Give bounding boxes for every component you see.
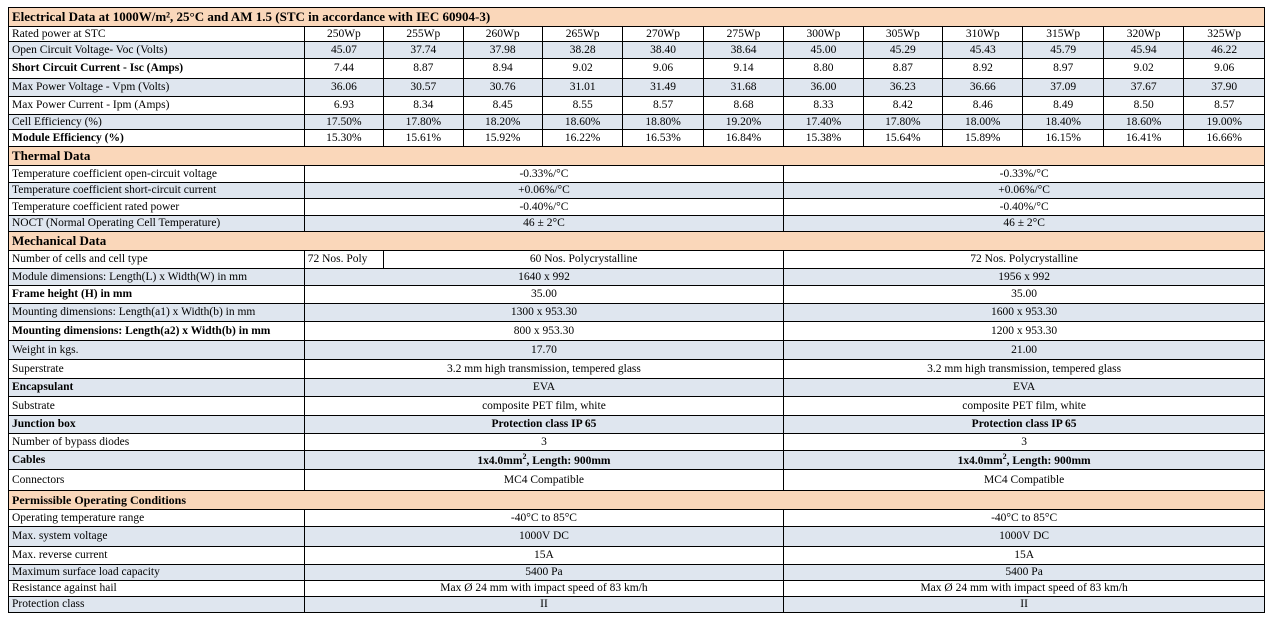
cell-value: 8.42 <box>863 97 942 115</box>
cell-value: 1300 x 953.30 <box>304 304 784 322</box>
table-row <box>9 59 1265 79</box>
table-row <box>9 416 1265 434</box>
row-label: Cell Efficiency (%) <box>9 115 305 130</box>
cell-value: -0.40%/°C <box>784 199 1265 216</box>
row-label: NOCT (Normal Operating Cell Temperature) <box>9 216 305 232</box>
cell-value: 3 <box>784 434 1265 451</box>
cell-value: composite PET film, white <box>304 397 784 416</box>
table-row <box>9 199 1265 216</box>
cell-value: 8.57 <box>1184 97 1265 115</box>
cell-value: 15.38% <box>784 130 863 147</box>
model-header: 260Wp <box>463 27 542 42</box>
cell-value: 17.70 <box>304 341 784 360</box>
cell-value: 46.22 <box>1184 42 1265 59</box>
cell-value: 37.09 <box>1023 79 1103 97</box>
cell-value: 8.87 <box>863 59 942 79</box>
cell-value: 3.2 mm high transmission, tempered glass <box>304 360 784 379</box>
cell-value: 6.93 <box>304 97 383 115</box>
cell-value: Protection class IP 65 <box>784 416 1265 434</box>
table-row <box>9 547 1265 565</box>
cell-value: 8.45 <box>463 97 542 115</box>
table-row <box>9 286 1265 304</box>
cell-value: MC4 Compatible <box>304 470 784 491</box>
cell-value: 7.44 <box>304 59 383 79</box>
cell-value: 3.2 mm high transmission, tempered glass <box>784 360 1265 379</box>
cell-value: 800 x 953.30 <box>304 322 784 341</box>
row-label: Module Efficiency (%) <box>9 130 305 147</box>
cell-value: EVA <box>304 379 784 397</box>
cell-value: 45.43 <box>943 42 1023 59</box>
cell-value: 8.68 <box>703 97 783 115</box>
row-label: Open Circuit Voltage- Voc (Volts) <box>9 42 305 59</box>
model-header: 320Wp <box>1103 27 1183 42</box>
thermal-title: Thermal Data <box>9 147 1265 166</box>
row-label: Encapsulant <box>9 379 305 397</box>
electrical-title: Electrical Data at 1000W/m², 25°C and AM 1.5 (STC in accordance with IEC 60904-3) <box>9 8 1265 27</box>
cell-value: 16.41% <box>1103 130 1183 147</box>
cell-value: 30.57 <box>384 79 463 97</box>
model-header: 250Wp <box>304 27 383 42</box>
cell-value: 31.68 <box>703 79 783 97</box>
cell-value: +0.06%/°C <box>784 183 1265 199</box>
table-row <box>9 434 1265 451</box>
cable-spec-a: 1x4.0mm <box>477 454 523 467</box>
table-row <box>9 269 1265 286</box>
row-label: Temperature coefficient short-circuit current <box>9 183 305 199</box>
cell-value: 9.14 <box>703 59 783 79</box>
cell-value: EVA <box>784 379 1265 397</box>
cell-value: Max Ø 24 mm with impact speed of 83 km/h <box>304 581 784 597</box>
table-row <box>9 79 1265 97</box>
table-row <box>9 27 1265 42</box>
operating-section-header <box>9 491 1265 510</box>
table-row <box>9 397 1265 416</box>
table-row <box>9 42 1265 59</box>
row-label: Mounting dimensions: Length(a2) x Width(b) in mm <box>9 322 305 341</box>
cell-value: II <box>304 597 784 613</box>
cable-spec-sup: 2 <box>522 452 527 462</box>
row-label: Number of bypass diodes <box>9 434 305 451</box>
cell-value: 1600 x 953.30 <box>784 304 1265 322</box>
row-label: Protection class <box>9 597 305 613</box>
cell-value: 31.01 <box>542 79 622 97</box>
table-row <box>9 597 1265 613</box>
cell-value: 18.60% <box>542 115 622 130</box>
cell-value: +0.06%/°C <box>304 183 784 199</box>
cell-value: 15A <box>304 547 784 565</box>
cell-value: 16.66% <box>1184 130 1265 147</box>
cell-value: II <box>784 597 1265 613</box>
cell-value: 46 ± 2°C <box>304 216 784 232</box>
table-row <box>9 97 1265 115</box>
cell-value: 37.67 <box>1103 79 1183 97</box>
row-label: Number of cells and cell type <box>9 251 305 269</box>
model-header: 305Wp <box>863 27 942 42</box>
cell-value: 45.07 <box>304 42 383 59</box>
cell-value: 16.15% <box>1023 130 1103 147</box>
model-header: 265Wp <box>542 27 622 42</box>
cell-value: 8.46 <box>943 97 1023 115</box>
cell-value: 18.80% <box>623 115 703 130</box>
cell-value: 1956 x 992 <box>784 269 1265 286</box>
cell-value: 17.80% <box>384 115 463 130</box>
cell-value: 5400 Pa <box>304 565 784 581</box>
cell-value: 8.92 <box>943 59 1023 79</box>
cell-value: 1640 x 992 <box>304 269 784 286</box>
model-header: 275Wp <box>703 27 783 42</box>
cell-value: 8.50 <box>1103 97 1183 115</box>
cell-value: 15.92% <box>463 130 542 147</box>
cell-value: 15.61% <box>384 130 463 147</box>
cell-value: 1000V DC <box>784 527 1265 547</box>
table-row <box>9 341 1265 360</box>
cell-value: 18.00% <box>943 115 1023 130</box>
cell-value: 16.22% <box>542 130 622 147</box>
cell-value: 5400 Pa <box>784 565 1265 581</box>
table-row <box>9 360 1265 379</box>
cell-value: 15.64% <box>863 130 942 147</box>
cell-value: 9.02 <box>542 59 622 79</box>
cell-value: 35.00 <box>784 286 1265 304</box>
table-row <box>9 183 1265 199</box>
cell-value: 36.66 <box>943 79 1023 97</box>
cell-value: 8.33 <box>784 97 863 115</box>
cell-value: Protection class IP 65 <box>304 416 784 434</box>
model-header: 300Wp <box>784 27 863 42</box>
row-label: Connectors <box>9 470 305 491</box>
datasheet <box>8 7 1265 613</box>
table-row <box>9 510 1265 527</box>
cell-value: Max Ø 24 mm with impact speed of 83 km/h <box>784 581 1265 597</box>
cable-spec-b: , Length: 900mm <box>1006 454 1091 467</box>
table-row <box>9 322 1265 341</box>
cell-value: 35.00 <box>304 286 784 304</box>
table-row <box>9 565 1265 581</box>
cell-value: 8.94 <box>463 59 542 79</box>
row-label: Max. system voltage <box>9 527 305 547</box>
table-row <box>9 216 1265 232</box>
table-row <box>9 379 1265 397</box>
row-label: Resistance against hail <box>9 581 305 597</box>
cell-value: 38.40 <box>623 42 703 59</box>
row-label: Max Power Voltage - Vpm (Volts) <box>9 79 305 97</box>
cell-value: -0.40%/°C <box>304 199 784 216</box>
cell-value: 1000V DC <box>304 527 784 547</box>
cell-value: 8.80 <box>784 59 863 79</box>
table-row <box>9 304 1265 322</box>
cell-value: 16.84% <box>703 130 783 147</box>
model-header: 270Wp <box>623 27 703 42</box>
cell-value: 16.53% <box>623 130 703 147</box>
cell-value: -40°C to 85°C <box>304 510 784 527</box>
cell-value: 37.90 <box>1184 79 1265 97</box>
cable-spec-b: , Length: 900mm <box>526 454 611 467</box>
table-row <box>9 251 1265 269</box>
cell-value: composite PET film, white <box>784 397 1265 416</box>
cell-value: 8.57 <box>623 97 703 115</box>
cell-value <box>304 451 784 470</box>
cell-value: 8.97 <box>1023 59 1103 79</box>
cell-value: 30.76 <box>463 79 542 97</box>
cell-value: 36.00 <box>784 79 863 97</box>
row-label: Junction box <box>9 416 305 434</box>
table-row <box>9 451 1265 470</box>
table-row <box>9 470 1265 491</box>
cell-value: 19.20% <box>703 115 783 130</box>
cell-value: 17.40% <box>784 115 863 130</box>
row-label: Max. reverse current <box>9 547 305 565</box>
row-label: Maximum surface load capacity <box>9 565 305 581</box>
row-label: Weight in kgs. <box>9 341 305 360</box>
cell-value: 36.23 <box>863 79 942 97</box>
cable-spec-a: 1x4.0mm <box>957 454 1003 467</box>
cable-spec-sup: 2 <box>1002 452 1007 462</box>
cell-value: 17.80% <box>863 115 942 130</box>
cell-value: 45.79 <box>1023 42 1103 59</box>
row-label: Max Power Current - Ipm (Amps) <box>9 97 305 115</box>
cell-value: 37.98 <box>463 42 542 59</box>
cell-value: 8.34 <box>384 97 463 115</box>
cell-value: 37.74 <box>384 42 463 59</box>
operating-title: Permissible Operating Conditions <box>9 491 1265 510</box>
cell-value: 36.06 <box>304 79 383 97</box>
cell-value: 9.06 <box>623 59 703 79</box>
cell-value: -0.33%/°C <box>784 166 1265 183</box>
cell-value: 21.00 <box>784 341 1265 360</box>
row-label: Mounting dimensions: Length(a1) x Width(b) in mm <box>9 304 305 322</box>
cell-value: 9.02 <box>1103 59 1183 79</box>
cell-value: 72 Nos. Poly <box>304 251 383 269</box>
rated-power-label: Rated power at STC <box>9 27 305 42</box>
row-label: Operating temperature range <box>9 510 305 527</box>
cell-value: 18.20% <box>463 115 542 130</box>
row-label: Cables <box>9 451 305 470</box>
row-label: Frame height (H) in mm <box>9 286 305 304</box>
cell-value: 18.40% <box>1023 115 1103 130</box>
model-header: 310Wp <box>943 27 1023 42</box>
cell-value: 17.50% <box>304 115 383 130</box>
thermal-section-header <box>9 147 1265 166</box>
cell-value: 38.64 <box>703 42 783 59</box>
cell-value: 45.00 <box>784 42 863 59</box>
row-label: Substrate <box>9 397 305 416</box>
row-label: Short Circuit Current - Isc (Amps) <box>9 59 305 79</box>
electrical-section-header <box>9 8 1265 27</box>
model-header: 315Wp <box>1023 27 1103 42</box>
cell-value: 1200 x 953.30 <box>784 322 1265 341</box>
table-row <box>9 166 1265 183</box>
cell-value: 31.49 <box>623 79 703 97</box>
cell-value: 3 <box>304 434 784 451</box>
cell-value: 45.94 <box>1103 42 1183 59</box>
cell-value: 60 Nos. Polycrystalline <box>384 251 784 269</box>
model-header: 325Wp <box>1184 27 1265 42</box>
cell-value: 19.00% <box>1184 115 1265 130</box>
model-header: 255Wp <box>384 27 463 42</box>
cell-value: MC4 Compatible <box>784 470 1265 491</box>
row-label: Temperature coefficient rated power <box>9 199 305 216</box>
mechanical-title: Mechanical Data <box>9 232 1265 251</box>
cell-value: 38.28 <box>542 42 622 59</box>
cell-value: 9.06 <box>1184 59 1265 79</box>
table-row <box>9 527 1265 547</box>
table-row <box>9 130 1265 147</box>
cell-value: 15.89% <box>943 130 1023 147</box>
cell-value: -0.33%/°C <box>304 166 784 183</box>
cell-value: 18.60% <box>1103 115 1183 130</box>
cell-value: 8.55 <box>542 97 622 115</box>
cell-value: 46 ± 2°C <box>784 216 1265 232</box>
spec-table <box>8 7 1265 613</box>
cell-value: 8.87 <box>384 59 463 79</box>
cell-value: 15A <box>784 547 1265 565</box>
cell-value: 8.49 <box>1023 97 1103 115</box>
cell-value: 45.29 <box>863 42 942 59</box>
cell-value: 72 Nos. Polycrystalline <box>784 251 1265 269</box>
row-label: Superstrate <box>9 360 305 379</box>
cell-value: 15.30% <box>304 130 383 147</box>
cell-value: -40°C to 85°C <box>784 510 1265 527</box>
row-label: Module dimensions: Length(L) x Width(W) in mm <box>9 269 305 286</box>
table-row <box>9 115 1265 130</box>
mechanical-section-header <box>9 232 1265 251</box>
table-row <box>9 581 1265 597</box>
row-label: Temperature coefficient open-circuit voltage <box>9 166 305 183</box>
cell-value <box>784 451 1265 470</box>
